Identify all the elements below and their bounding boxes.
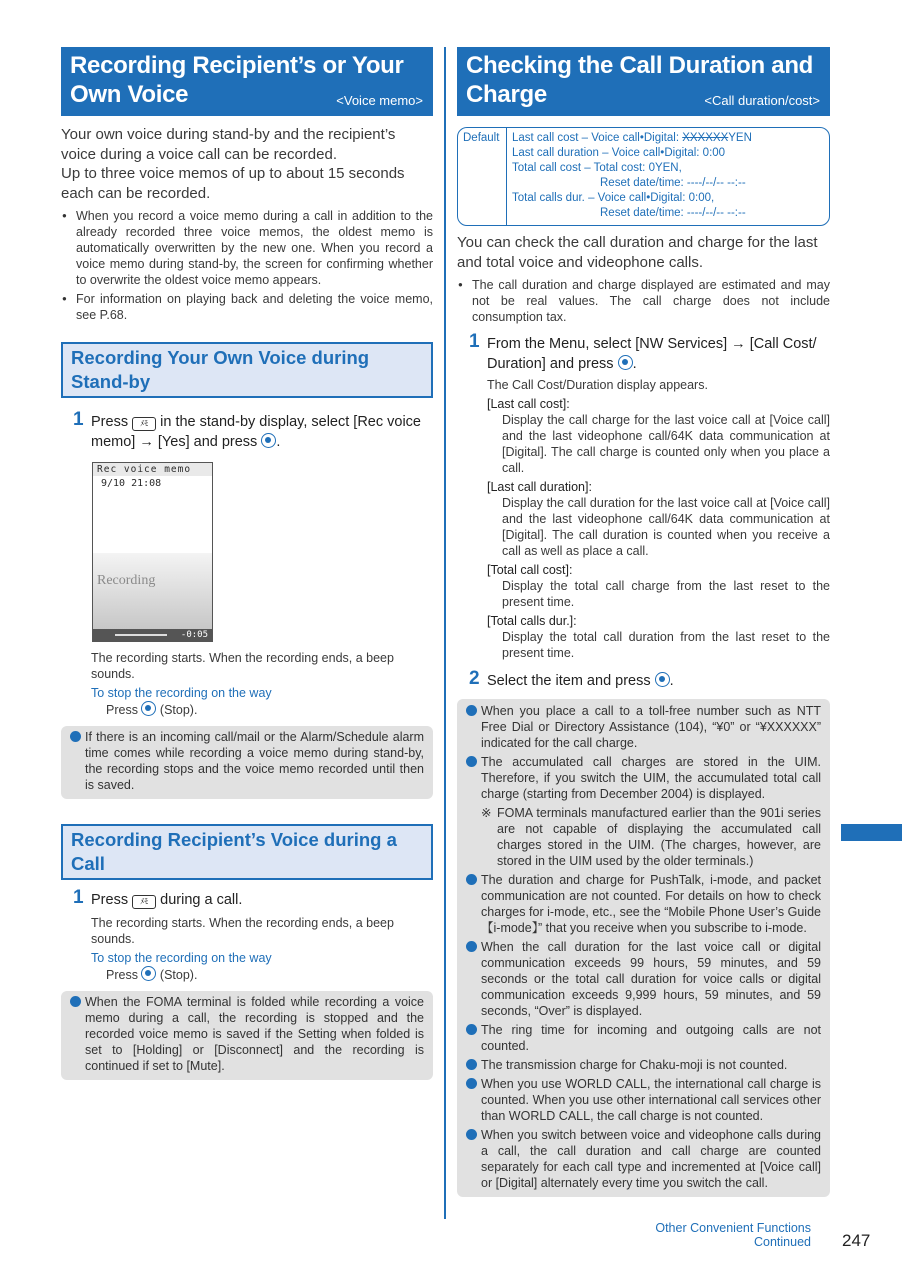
recording-label: Recording: [97, 573, 156, 588]
step-text: during a call.: [160, 892, 243, 908]
step-text: Press: [91, 414, 129, 430]
note-item: When you use WORLD CALL, the international call charge is counted. When you use other international call services other than WORLD CALL, the call charge is not counted.: [466, 1076, 821, 1124]
note-item: The accumulated call charges are stored in the UIM. Therefore, if you switch the UIM, the accumulated total call charge (starting from December 2004) is displayed.: [466, 754, 821, 802]
stop-instruction: [61, 701, 433, 718]
step-number: 2: [469, 668, 480, 689]
list-item: ● For information on playing back and deleting the voice memo, see P.68.: [61, 291, 433, 323]
note-box: [457, 699, 830, 1197]
option-label: [Last call duration]:: [487, 480, 592, 494]
note-item: When you place a call to a toll-free number such as NTT Free Dial or Directory Assistance (104), “¥0” or “¥XXXXXX” indicated for the call charge.: [466, 703, 821, 751]
note-box: [61, 991, 433, 1080]
default-line: Total calls dur. – Voice call•Digital: 0:00,: [512, 192, 715, 204]
step-text: .: [632, 356, 637, 372]
left-column: [61, 47, 433, 1080]
step-2-select: [457, 668, 830, 691]
select-key-icon: [618, 355, 633, 370]
step-text: Press: [91, 892, 129, 908]
default-line: Reset date/time: ----/--/-- --:--: [600, 207, 746, 219]
subsection-heading-call: Recording Recipient’s Voice during a Call: [61, 824, 433, 880]
select-key-icon: [261, 433, 276, 448]
page-number: 247: [842, 1231, 871, 1250]
step-text: Select the item and press: [487, 673, 651, 689]
stop-text: (Stop).: [159, 703, 198, 717]
option-list: [457, 396, 830, 661]
step-1-call: [61, 887, 433, 910]
page-title: Checking the Call Duration and Charge: [466, 52, 814, 108]
default-settings-box: [457, 127, 830, 226]
step-1-standby: [61, 409, 433, 452]
select-key-icon: [141, 966, 156, 981]
step-description: The Call Cost/Duration display appears.: [487, 378, 708, 392]
stop-text: Press: [106, 968, 138, 982]
progress-bar: [93, 629, 212, 641]
step-number: 1: [469, 331, 480, 352]
note-item: If there is an incoming call/mail or the Alarm/Schedule alarm time comes while recording a voice memo during stand-by, the recording stops and the voice memo recorded until then is saved.: [70, 729, 424, 793]
phone-screen: [92, 462, 213, 642]
step-number: 1: [73, 409, 84, 430]
default-text: XXXXXX: [682, 132, 729, 144]
option-desc: Display the total call charge from the last reset to the present time.: [502, 579, 830, 609]
step-description: The recording starts. When the recording ends, a beep sounds.: [91, 651, 394, 681]
note-item: The ring time for incoming and outgoing calls are not counted.: [466, 1022, 821, 1054]
step-number: 1: [73, 887, 84, 908]
memo-key-icon: ﾒﾓ: [132, 417, 156, 431]
select-key-icon: [655, 672, 670, 687]
intro-text-2: Up to three voice memos of up to about 15 seconds each can be recorded.: [61, 165, 405, 202]
stop-heading: To stop the recording on the way: [91, 951, 272, 965]
section-title-voice-memo: [61, 47, 433, 116]
arrow-icon: →: [139, 434, 154, 450]
note-item: The duration and charge for PushTalk, i-mode, and packet communication are not counted. For details on how to check charges for i-mode, etc., see the “Mobile Phone User’s Guide【i-mode】” that you receive when you subscribe to i-mode.: [466, 872, 821, 936]
option-desc: Display the total call duration from the last reset to the present time.: [502, 630, 830, 660]
note-item: When you switch between voice and videophone calls during a call, the call duration and call charge are counted separately for each call type and incremented at [Voice call] or [Digital] alternately every time you switch the call.: [466, 1127, 821, 1191]
step-1-menu: [457, 331, 830, 374]
note-item: When the FOMA terminal is folded while recording a voice memo during a call, the recording is stopped and the recorded voice memo is saved if the Setting when folded is set to [Holding] or [Disconnect] and the recording is continued if set to [Mute].: [70, 994, 424, 1074]
note-item: The transmission charge for Chaku-moji is not counted.: [466, 1057, 821, 1073]
list-item: ● When you record a voice memo during a call in addition to the already recorded three voice memos, the oldest memo is automatically overwritten by the new one. When you record a voice memo during stand-by, the screen for confirming whether to overwrite the oldest voice memo appears.: [61, 208, 433, 288]
chapter-tab: [841, 824, 902, 841]
note-sub-item: [481, 805, 821, 869]
memo-key-icon: ﾒﾓ: [132, 895, 156, 909]
option-desc: Display the call charge for the last voice call at [Voice call] and the last videophone call/64K data communication at [Digital]. The call charge is counted only when you place a call.: [502, 413, 830, 475]
default-line: Last call duration – Voice call•Digital: 0:00: [512, 147, 726, 159]
column-divider: [444, 47, 446, 1219]
step-text: From the Menu, select [NW Services]: [487, 336, 728, 352]
note-sub-text: FOMA terminals manufactured earlier than the 901i series are not capable of displaying the accumulated call charges stored in the UIM. (The charges, however, are stored in the UIM used by the older terminals.): [497, 806, 821, 868]
default-text: YEN: [728, 132, 752, 144]
menu-tag: <Voice memo>: [336, 93, 423, 108]
option-label: [Last call cost]:: [487, 397, 570, 411]
screen-title: Rec voice memo: [93, 463, 212, 476]
menu-tag: <Call duration/cost>: [704, 93, 820, 108]
step-text: .: [669, 673, 674, 689]
step-text: [Call Cost/ Duration] and press: [487, 336, 817, 372]
option-desc: Display the call duration for the last voice call at [Voice call] and the last videophone call/64K data communication at [Digital]. The call duration is counted when you receive a call as well as place a call.: [502, 496, 830, 558]
default-text: Last call cost – Voice call•Digital:: [512, 132, 683, 144]
footer-continued-label: Continued: [754, 1235, 811, 1249]
step-text: .: [276, 434, 281, 450]
step-text: [Yes] and press: [157, 434, 258, 450]
step-description: The recording starts. When the recording ends, a beep sounds.: [91, 916, 394, 946]
bullet-list: [61, 208, 433, 323]
section-title-call-duration: [457, 47, 830, 116]
intro-text: Your own voice during stand-by and the recipient’s voice during a voice call can be recorded.: [61, 126, 396, 163]
screen-time: 9/10 21:08: [101, 478, 162, 489]
stop-instruction: [61, 966, 433, 983]
footer-continued: [651, 1221, 811, 1249]
stop-heading: To stop the recording on the way: [91, 686, 272, 700]
select-key-icon: [141, 701, 156, 716]
page-title: Recording Recipient’s or Your Own Voice: [70, 52, 404, 108]
reference-mark: ※: [481, 806, 492, 820]
default-line: Total call cost – Total cost: 0YEN,: [512, 162, 682, 174]
right-column: [457, 47, 830, 1197]
default-line: Reset date/time: ----/--/-- --:--: [600, 177, 746, 189]
intro-text: You can check the call duration and charge for the last and total voice and videophone calls.: [457, 234, 818, 271]
option-label: [Total call cost]:: [487, 563, 573, 577]
note-item: When the call duration for the last voice call or digital communication exceeds 99 hours, 59 minutes, and 59 seconds or the total call duration for voice calls or digital communication exceeds 9,999 hours, 59 minutes, and 59 seconds, “Over” is displayed.: [466, 939, 821, 1019]
step-text: in the stand-by display, select [Rec voice memo]: [91, 414, 421, 450]
note-box: [61, 726, 433, 799]
default-label: Default: [458, 128, 507, 225]
default-line: [512, 131, 824, 146]
elapsed-time: -0:05: [180, 630, 208, 640]
subsection-heading-standby: Recording Your Own Voice during Stand-by: [61, 342, 433, 398]
default-values: [507, 128, 829, 225]
progress-track: [115, 634, 167, 636]
arrow-icon: →: [731, 336, 746, 352]
bullet-list: [457, 277, 830, 325]
recording-graphic: [93, 553, 212, 631]
list-item: ● The call duration and charge displayed are estimated and may not be real values. The call charge does not include consumption tax.: [457, 277, 830, 325]
option-label: [Total calls dur.]:: [487, 614, 577, 628]
stop-text: (Stop).: [159, 968, 198, 982]
footer-chapter: Other Convenient Functions: [655, 1221, 811, 1235]
stop-text: Press: [106, 703, 138, 717]
